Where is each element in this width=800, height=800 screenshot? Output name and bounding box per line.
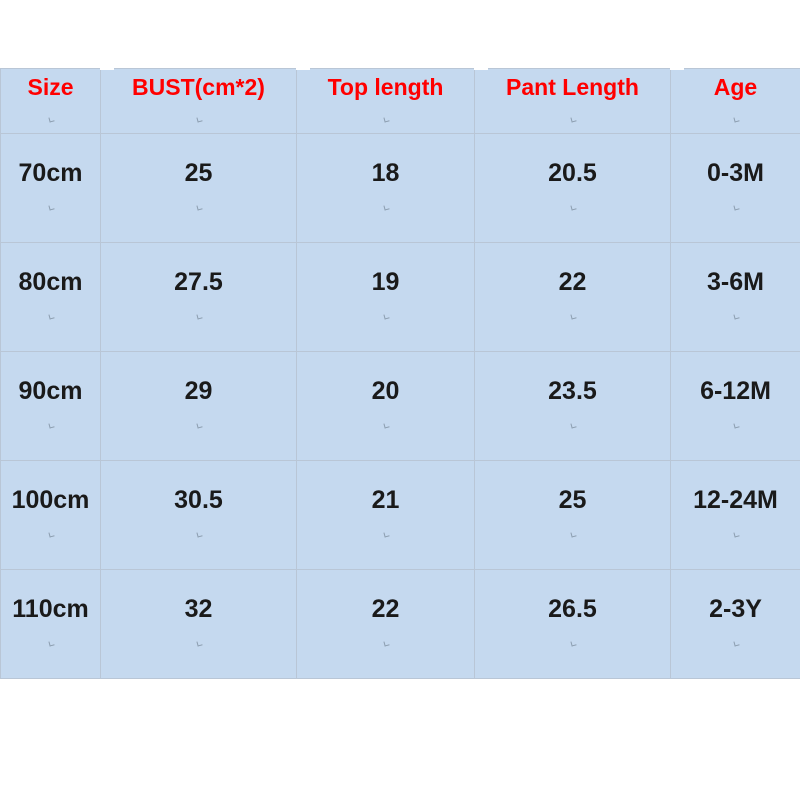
- table-row: [1, 570, 800, 679]
- stray-mark-icon: [570, 422, 577, 429]
- stray-mark-icon: [383, 116, 390, 123]
- header-label-age: Age: [713, 74, 758, 100]
- column-gutter: [474, 60, 488, 70]
- cell-value: 22: [558, 268, 587, 296]
- stray-mark-icon: [570, 531, 577, 538]
- cell-value: 20.5: [548, 159, 597, 187]
- header-cell-pant-length: [475, 69, 671, 134]
- cell-value: 32: [184, 595, 213, 623]
- stray-mark-icon: [383, 531, 390, 538]
- cell-value: 27.5: [174, 268, 223, 296]
- column-gutter: [296, 60, 310, 70]
- header-label-pant-length: Pant Length: [506, 74, 639, 100]
- header-label-size: Size: [27, 74, 74, 100]
- cell-size: [1, 134, 101, 243]
- bottom-margin: [0, 722, 800, 800]
- cell-top-length: [297, 352, 475, 461]
- cell-value: 26.5: [548, 595, 597, 623]
- cell-size: [1, 461, 101, 570]
- header-label-top-length: Top length: [327, 74, 444, 100]
- stray-mark-icon: [196, 531, 203, 538]
- cell-age: [671, 243, 800, 352]
- cell-value: 70cm: [18, 159, 83, 187]
- header-label-bust: BUST(cm*2): [132, 74, 265, 100]
- size-chart-table: [0, 68, 800, 679]
- table-row: [1, 134, 800, 243]
- cell-top-length: [297, 461, 475, 570]
- cell-value: 23.5: [548, 377, 597, 405]
- cell-age: [671, 570, 800, 679]
- stray-mark-icon: [196, 204, 203, 211]
- stray-mark-icon: [48, 204, 55, 211]
- stray-mark-icon: [48, 531, 55, 538]
- cell-value: 18: [371, 159, 400, 187]
- cell-top-length: [297, 570, 475, 679]
- cell-value: 29: [184, 377, 213, 405]
- stray-mark-icon: [48, 313, 55, 320]
- table-row: [1, 461, 800, 570]
- cell-value: 2-3Y: [709, 595, 762, 623]
- cell-value: 6-12M: [700, 377, 771, 405]
- cell-value: 12-24M: [693, 486, 778, 514]
- cell-top-length: [297, 243, 475, 352]
- cell-bust: [101, 570, 297, 679]
- table-row: [1, 352, 800, 461]
- cell-value: 19: [371, 268, 400, 296]
- header-cell-size: [1, 69, 101, 134]
- top-margin: [0, 0, 800, 68]
- cell-top-length: [297, 134, 475, 243]
- stray-mark-icon: [196, 116, 203, 123]
- stray-mark-icon: [733, 204, 740, 211]
- cell-value: 80cm: [18, 268, 83, 296]
- cell-pant-length: [475, 134, 671, 243]
- header-cell-age: [671, 69, 800, 134]
- stray-mark-icon: [48, 640, 55, 647]
- cell-age: [671, 461, 800, 570]
- cell-value: 0-3M: [707, 159, 764, 187]
- cell-size: [1, 352, 101, 461]
- cell-pant-length: [475, 243, 671, 352]
- cell-age: [671, 352, 800, 461]
- cell-value: 22: [371, 595, 400, 623]
- cell-value: 100cm: [11, 486, 90, 514]
- stray-mark-icon: [733, 640, 740, 647]
- stray-mark-icon: [570, 116, 577, 123]
- stray-mark-icon: [196, 640, 203, 647]
- cell-size: [1, 243, 101, 352]
- cell-pant-length: [475, 570, 671, 679]
- stray-mark-icon: [383, 640, 390, 647]
- stray-mark-icon: [570, 640, 577, 647]
- stray-mark-icon: [196, 422, 203, 429]
- cell-value: 3-6M: [707, 268, 764, 296]
- stray-mark-icon: [48, 422, 55, 429]
- cell-bust: [101, 352, 297, 461]
- stray-mark-icon: [383, 422, 390, 429]
- stray-mark-icon: [733, 116, 740, 123]
- cell-bust: [101, 243, 297, 352]
- cell-value: 90cm: [18, 377, 83, 405]
- column-gutter: [670, 60, 684, 70]
- cell-bust: [101, 461, 297, 570]
- stray-mark-icon: [196, 313, 203, 320]
- cell-age: [671, 134, 800, 243]
- cell-value: 30.5: [174, 486, 223, 514]
- cell-pant-length: [475, 352, 671, 461]
- stray-mark-icon: [383, 313, 390, 320]
- header-cell-top-length: [297, 69, 475, 134]
- cell-value: 21: [371, 486, 400, 514]
- stray-mark-icon: [733, 313, 740, 320]
- stray-mark-icon: [733, 531, 740, 538]
- stray-mark-icon: [570, 204, 577, 211]
- stray-mark-icon: [733, 422, 740, 429]
- table-row: [1, 243, 800, 352]
- cell-value: 110cm: [12, 595, 89, 623]
- cell-size: [1, 570, 101, 679]
- column-gutter: [100, 60, 114, 70]
- cell-pant-length: [475, 461, 671, 570]
- stray-mark-icon: [570, 313, 577, 320]
- size-chart-table-wrapper: [0, 68, 800, 679]
- cell-value: 25: [558, 486, 587, 514]
- cell-bust: [101, 134, 297, 243]
- table-header-row: [1, 69, 800, 134]
- stray-mark-icon: [383, 204, 390, 211]
- header-cell-bust: [101, 69, 297, 134]
- cell-value: 25: [184, 159, 213, 187]
- stray-mark-icon: [48, 116, 55, 123]
- cell-value: 20: [371, 377, 400, 405]
